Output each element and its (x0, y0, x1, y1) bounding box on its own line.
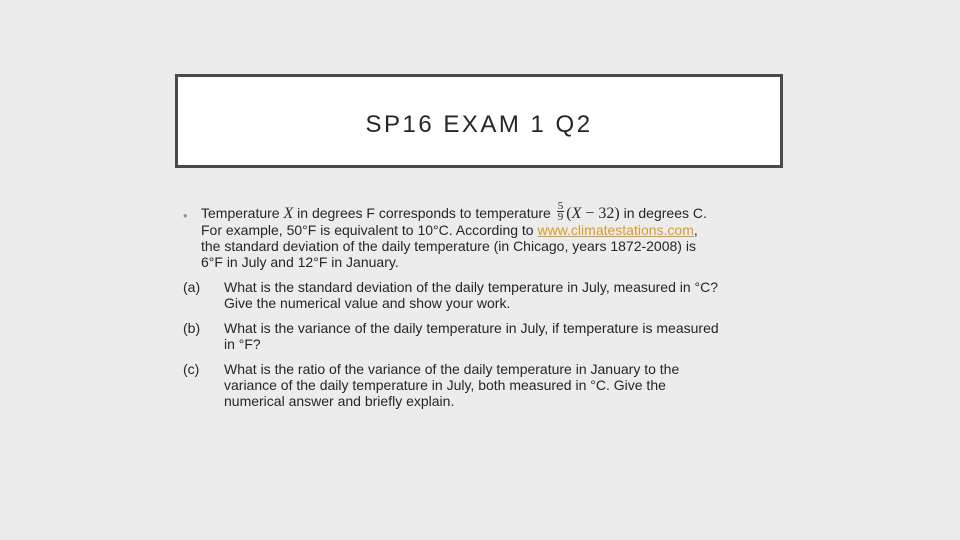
line1-post: in degrees C. (623, 205, 707, 221)
question-line: What is the variance of the daily temperature in July, if temperature is measured (224, 320, 719, 336)
variable-x: X (283, 205, 294, 222)
question-text (224, 320, 783, 352)
bullet-text (201, 199, 783, 270)
slide-title: SP16 EXAM 1 Q2 (365, 111, 593, 138)
question-line: in °F? (224, 336, 261, 352)
fraction-numerator: 5 (557, 199, 564, 212)
line1-mid: in degrees F corresponds to temperature (297, 205, 551, 221)
bullet-line-1 (201, 199, 783, 223)
expr-rest: − 32) (581, 205, 620, 222)
bullet-line-4: 6°F in July and 12°F in January. (201, 254, 399, 270)
fraction-denominator: 9 (557, 210, 564, 223)
bullet-line-3: the standard deviation of the daily temperature (in Chicago, years 1872-2008) is (201, 238, 696, 254)
question-line: Give the numerical value and show your work. (224, 295, 511, 311)
question-line: What is the ratio of the variance of the daily temperature in January to the (224, 361, 680, 377)
question-label: (b) (183, 320, 201, 336)
line2-pre: For example, 50°F is equivalent to 10°C. According to (201, 222, 534, 238)
question-line: variance of the daily temperature in July, both measured in °C. Give the (224, 377, 666, 393)
question-label: (a) (183, 279, 201, 295)
line1-pre: Temperature (201, 205, 280, 221)
expr-variable: X (571, 205, 582, 222)
question-label: (c) (183, 361, 200, 377)
slide-content (183, 199, 783, 409)
climatestations-link[interactable]: www.climatestations.com (537, 222, 694, 238)
question-line: What is the standard deviation of the daily temperature in July, measured in °C? (224, 279, 719, 295)
question-text (224, 361, 783, 409)
question-b (183, 320, 783, 352)
bullet-line-2 (201, 222, 783, 238)
title-box (175, 74, 783, 168)
line2-post: , (693, 222, 698, 238)
fraction (557, 201, 565, 222)
question-c (183, 361, 783, 409)
question-a (183, 279, 783, 311)
question-text (224, 279, 783, 311)
bullet-dot-icon: • (183, 208, 188, 223)
bullet-item (183, 199, 783, 270)
expr-open: ( (566, 205, 572, 222)
question-line: numerical answer and briefly explain. (224, 393, 455, 409)
